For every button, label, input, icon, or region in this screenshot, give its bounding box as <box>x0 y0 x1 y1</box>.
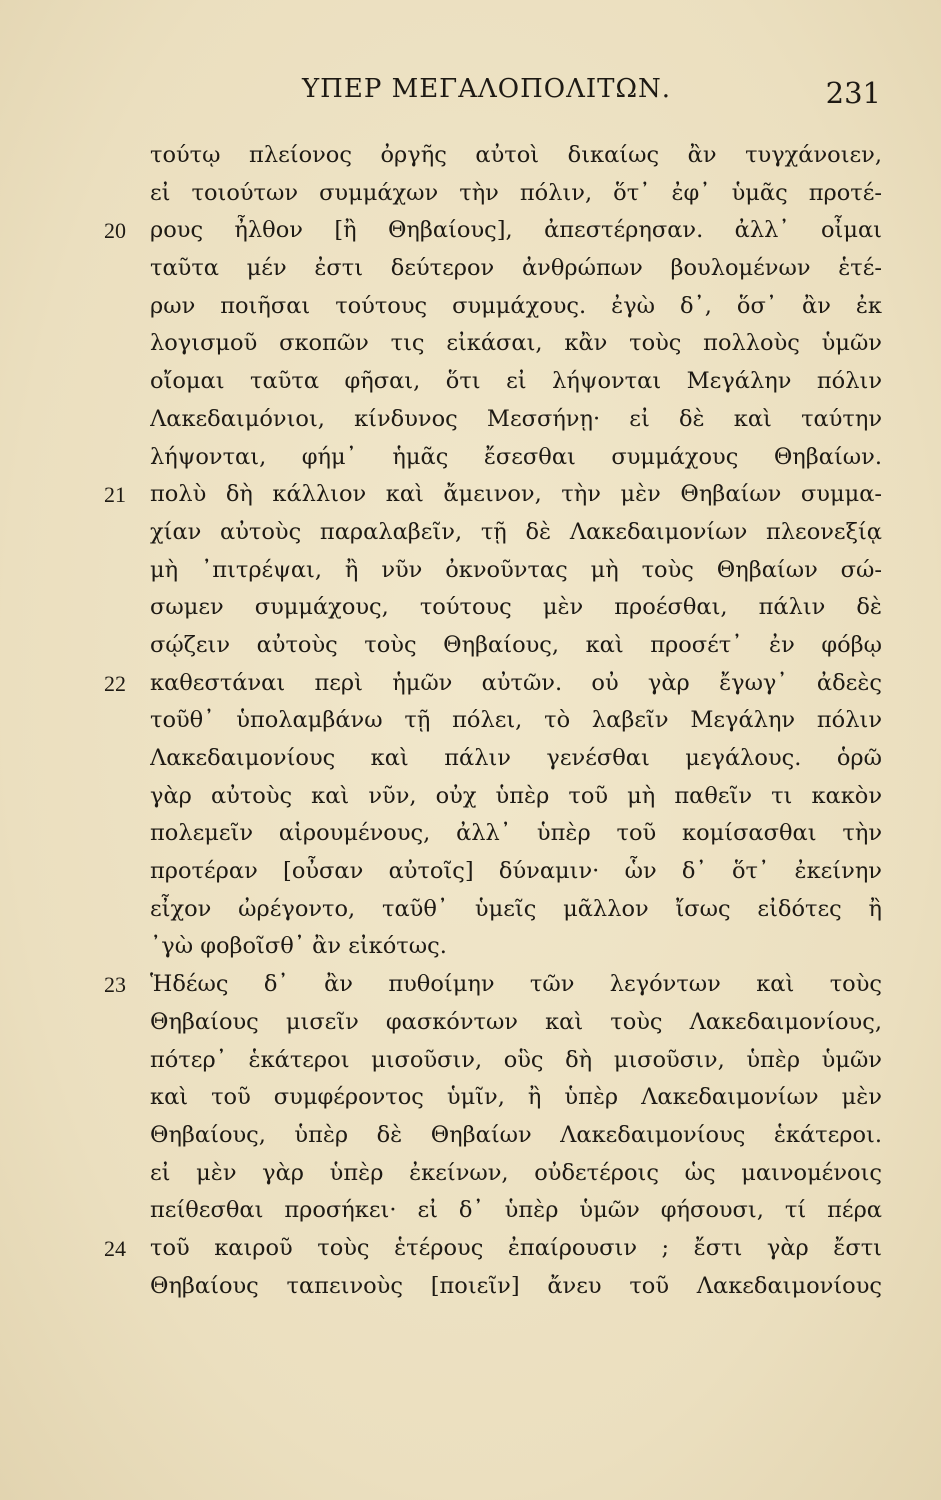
running-title: ΥΠΕΡ ΜΕΓΑΛΟΠΟΛΙΤΩΝ. <box>302 74 672 104</box>
text-line <box>0 178 941 216</box>
text-line <box>0 818 941 856</box>
text-line <box>0 894 941 932</box>
text-line <box>0 479 941 517</box>
line-text: λήψονται, φήμ᾽ ἡμᾶς ἔσεσθαι συμμάχους Θηβαίων. <box>150 443 882 470</box>
text-line <box>0 592 941 630</box>
text-line <box>0 856 941 894</box>
line-text: πολὺ δὴ κάλλιον καὶ ἄμεινον, τὴν μὲν Θηβαίων συμμα- <box>150 481 882 508</box>
text-line <box>0 1195 941 1233</box>
text-line <box>0 442 941 480</box>
line-text: Λακεδαιμόνιοι, κίνδυνος Μεσσήνῃ· εἰ δὲ καὶ ταύτην <box>150 405 882 432</box>
page-header <box>0 74 941 114</box>
text-line <box>0 215 941 253</box>
line-text: Λακεδαιμονίους καὶ πάλιν γενέσθαι μεγάλους. ὁρῶ <box>150 745 882 771</box>
line-number: 20 <box>104 218 126 244</box>
text-line <box>0 366 941 404</box>
line-number: 21 <box>104 482 126 508</box>
line-text: τοῦθ᾽ ὑπολαμβάνω τῇ πόλει, τὸ λαβεῖν Μεγάλην πόλιν <box>150 707 882 734</box>
text-line <box>0 1007 941 1045</box>
line-text: πείθεσθαι προσήκει· εἰ δ᾽ ὑπὲρ ὑμῶν φήσουσι, τί πέρα <box>150 1197 882 1224</box>
text-line <box>0 1233 941 1271</box>
line-text: εἶχον ὠρέγοντο, ταῦθ᾽ ὑμεῖς μᾶλλον ἴσως εἰδότες ἢ <box>150 895 882 922</box>
text-line <box>0 1120 941 1158</box>
line-text: καὶ τοῦ συμφέροντος ὑμῖν, ἢ ὑπὲρ Λακεδαιμονίων μὲν <box>150 1084 882 1111</box>
line-text: εἰ μὲν γὰρ ὑπὲρ ἐκείνων, οὐδετέροις ὡς μαινομένοις <box>150 1159 882 1186</box>
text-line <box>0 1082 941 1120</box>
line-text: εἰ τοιούτων συμμάχων τὴν πόλιν, ὅτ᾽ ἐφ᾽ ὑμᾶς προτέ- <box>150 179 882 206</box>
text-line <box>0 517 941 555</box>
line-text: ρων ποιῆσαι τούτους συμμάχους. ἐγὼ δ᾽, ὅσ᾽ ἂν ἐκ <box>150 292 882 319</box>
text-line <box>0 931 941 969</box>
line-text: μὴ ᾽πιτρέψαι, ἢ νῦν ὀκνοῦντας μὴ τοὺς Θηβαίων σώ- <box>150 556 882 583</box>
line-number: 22 <box>104 670 126 696</box>
line-text: οἴομαι ταῦτα φῆσαι, ὅτι εἰ λήψονται Μεγάλην πόλιν <box>150 368 882 395</box>
line-text: τούτῳ πλείονος ὀργῆς αὐτοὶ δικαίως ἂν τυγχάνοιεν, <box>150 142 882 168</box>
line-text: Θηβαίους ταπεινοὺς [ποιεῖν] ἄνευ τοῦ Λακεδαιμονίους <box>150 1272 882 1299</box>
line-text: σωμεν συμμάχους, τούτους μὲν προέσθαι, πάλιν δὲ <box>150 594 882 621</box>
text-line <box>0 328 941 366</box>
text-line <box>0 969 941 1007</box>
line-text: ταῦτα μέν ἐστι δεύτερον ἀνθρώπων βουλομένων ἑτέ- <box>150 255 882 282</box>
body-text <box>0 140 941 1308</box>
line-text: πότερ᾽ ἑκάτεροι μισοῦσιν, οὓς δὴ μισοῦσιν, ὑπὲρ ὑμῶν <box>150 1046 882 1073</box>
line-text: Θηβαίους μισεῖν φασκόντων καὶ τοὺς Λακεδαιμονίους, <box>150 1008 882 1035</box>
text-line <box>0 140 941 178</box>
text-line <box>0 253 941 291</box>
text-line <box>0 668 941 706</box>
text-line <box>0 1045 941 1083</box>
line-text: τοῦ καιροῦ τοὺς ἑτέρους ἐπαίρουσιν ; ἔστι γὰρ ἔστι <box>150 1234 882 1261</box>
line-text: ᾽γὼ φοβοῖσθ᾽ ἂν εἰκότως. <box>150 933 447 960</box>
page-number: 231 <box>825 76 881 110</box>
text-line <box>0 781 941 819</box>
line-number: 23 <box>104 972 126 998</box>
line-text: προτέραν [οὖσαν αὐτοῖς] δύναμιν· ὧν δ᾽ ὅτ᾽ ἐκείνην <box>150 858 882 885</box>
line-text: ρους ἦλθον [ἢ Θηβαίους], ἀπεστέρησαν. ἀλλ᾽ οἶμαι <box>150 217 882 244</box>
line-text: λογισμοῦ σκοπῶν τις εἰκάσαι, κἂν τοὺς πολλοὺς ὑμῶν <box>150 330 882 357</box>
text-line <box>0 743 941 781</box>
line-text: Ἡδέως δ᾽ ἂν πυθοίμην τῶν λεγόντων καὶ τοὺς <box>150 971 882 998</box>
text-line <box>0 555 941 593</box>
line-number: 24 <box>104 1235 126 1261</box>
text-line <box>0 1158 941 1196</box>
text-line <box>0 1271 941 1309</box>
line-text: σῴζειν αὐτοὺς τοὺς Θηβαίους, καὶ προσέτ᾽ ἐν φόβῳ <box>150 631 882 658</box>
text-line <box>0 630 941 668</box>
text-line <box>0 705 941 743</box>
text-line <box>0 404 941 442</box>
line-text: καθεστάναι περὶ ἡμῶν αὐτῶν. οὐ γὰρ ἔγωγ᾽ ἀδεὲς <box>150 669 882 696</box>
line-text: Θηβαίους, ὑπὲρ δὲ Θηβαίων Λακεδαιμονίους ἑκάτεροι. <box>150 1121 882 1148</box>
line-text: πολεμεῖν αἱρουμένους, ἀλλ᾽ ὑπὲρ τοῦ κομίσασθαι τὴν <box>150 820 882 847</box>
text-line <box>0 291 941 329</box>
line-text: γὰρ αὐτοὺς καὶ νῦν, οὐχ ὑπὲρ τοῦ μὴ παθεῖν τι κακὸν <box>150 782 882 809</box>
line-text: χίαν αὐτοὺς παραλαβεῖν, τῇ δὲ Λακεδαιμονίων πλεονεξίᾳ <box>150 518 882 545</box>
